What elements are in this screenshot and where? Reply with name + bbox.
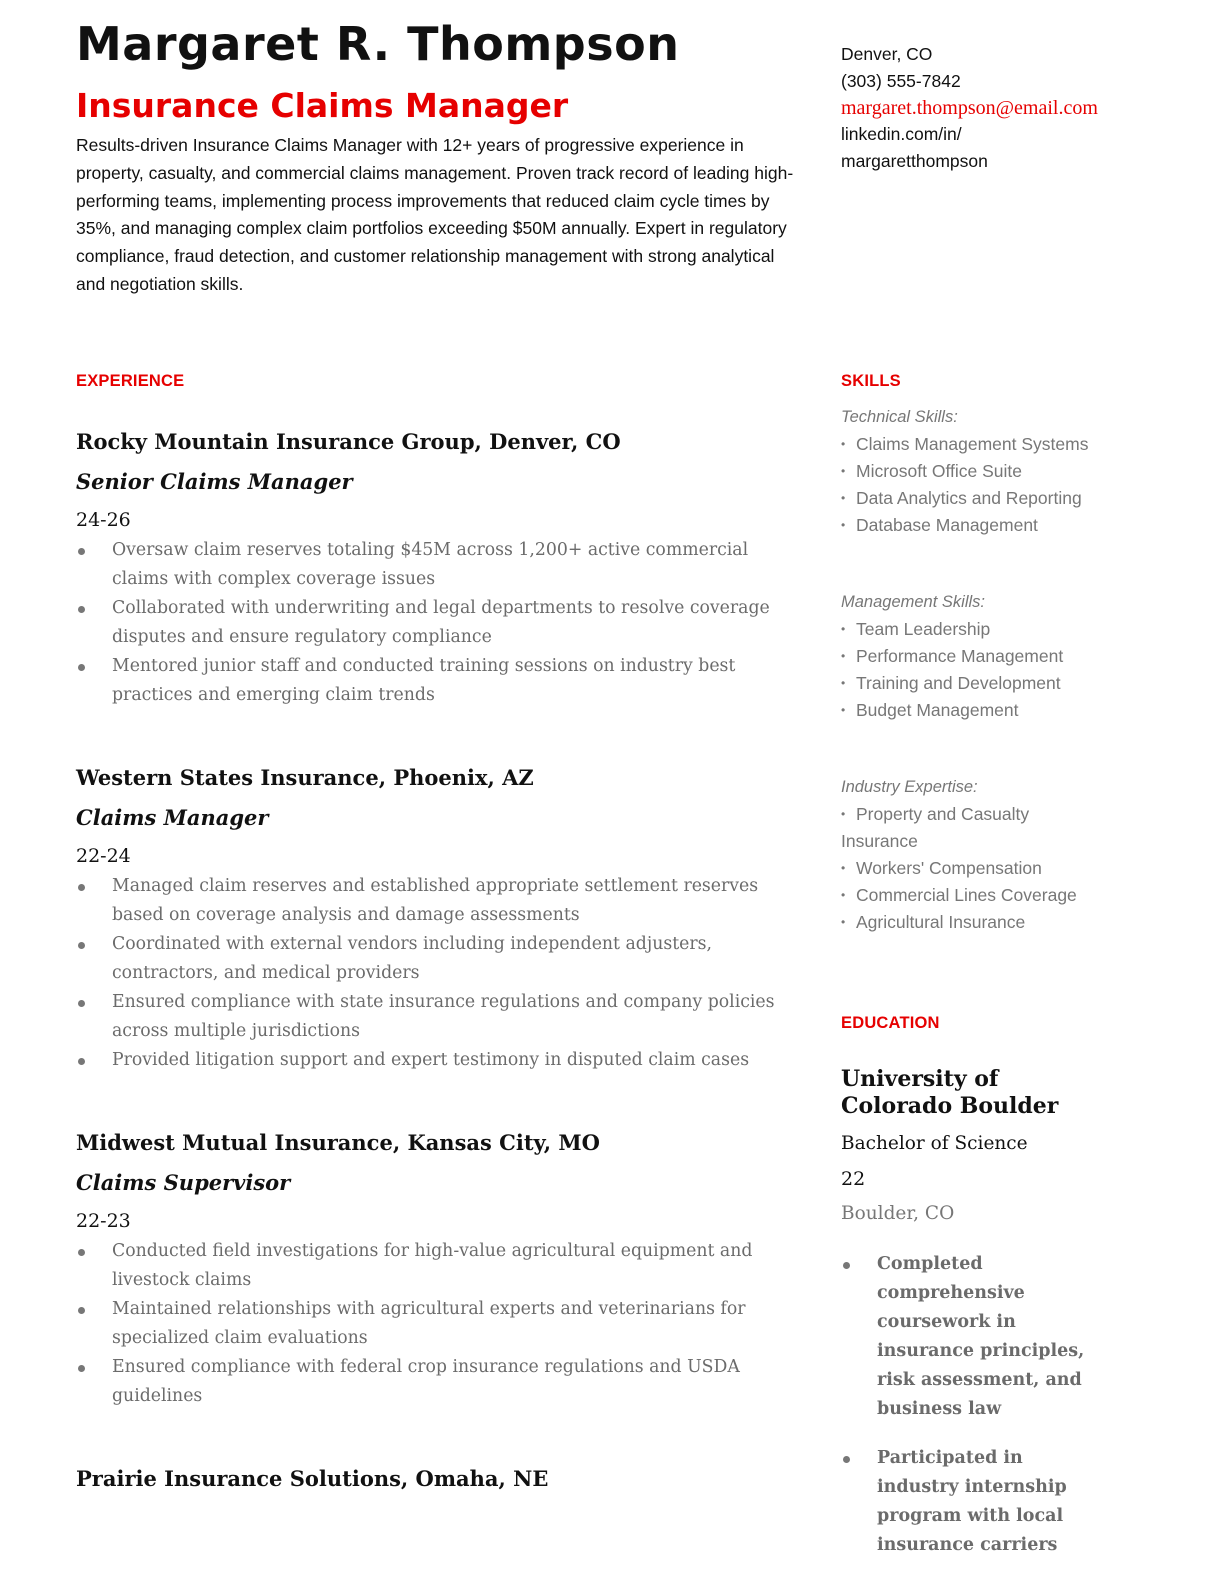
contact-block: [841, 41, 1111, 175]
job-title: Insurance Claims Manager: [76, 86, 569, 125]
skill-item: • Workers' Compensation: [841, 855, 1111, 882]
skill-item: • Budget Management: [841, 697, 1111, 724]
contact-email-link[interactable]: margaret.thompson@email.com: [841, 97, 1098, 119]
job-company: Rocky Mountain Insurance Group, Denver, CO: [76, 429, 621, 454]
job-company: Western States Insurance, Phoenix, AZ: [76, 765, 534, 790]
linkedin-line-2: margaretthompson: [841, 151, 988, 171]
education-heading: EDUCATION: [841, 1014, 940, 1032]
job-role: Senior Claims Manager: [76, 469, 353, 494]
job-company: Midwest Mutual Insurance, Kansas City, MO: [76, 1130, 600, 1155]
job-dates: 22-24: [76, 845, 131, 867]
job-bullet: Ensured compliance with state insurance regulations and company policies across multiple jurisdictions: [76, 988, 786, 1046]
job-bullet: Maintained relationships with agricultural experts and veterinarians for specialized claim evaluations: [76, 1295, 786, 1353]
job-entry: [76, 1125, 786, 1411]
education-bullets: [841, 1250, 1111, 1560]
school-location: Boulder, CO: [841, 1203, 955, 1224]
bullet-dot-icon: [843, 1456, 850, 1463]
skill-category: Management Skills:: [841, 593, 985, 611]
bullet-dot-icon: •: [841, 437, 846, 451]
contact-phone: (303) 555-7842: [841, 71, 961, 91]
skill-category: Industry Expertise:: [841, 778, 978, 796]
bullet-dot-icon: [78, 1307, 85, 1314]
bullet-dot-icon: •: [841, 622, 846, 636]
skill-item: • Property and Casualty Insurance: [841, 801, 1041, 855]
bullet-dot-icon: •: [841, 464, 846, 478]
bullet-dot-icon: [78, 1058, 85, 1065]
bullet-dot-icon: [78, 1000, 85, 1007]
graduation-year: 22: [841, 1168, 866, 1190]
bullet-dot-icon: •: [841, 518, 846, 532]
bullet-dot-icon: •: [841, 861, 846, 875]
job-dates: 24-26: [76, 509, 131, 531]
linkedin-line-1: linkedin.com/in/: [841, 124, 962, 144]
contact-location: Denver, CO: [841, 44, 933, 64]
skill-item: • Training and Development: [841, 670, 1111, 697]
job-bullet: Oversaw claim reserves totaling $45M across 1,200+ active commercial claims with complex coverage issues: [76, 536, 786, 594]
bullet-dot-icon: [78, 1249, 85, 1256]
education-bullet: Participated in industry internship program with local insurance carriers: [841, 1444, 1106, 1560]
skill-item: • Database Management: [841, 512, 1111, 539]
job-bullets: [76, 1237, 786, 1411]
job-company: Prairie Insurance Solutions, Omaha, NE: [76, 1466, 549, 1491]
job-dates: 22-23: [76, 1210, 131, 1232]
job-role: Claims Manager: [76, 805, 269, 830]
job-bullets: [76, 536, 786, 710]
job-bullets: [76, 872, 786, 1075]
education-bullet: Completed comprehensive coursework in insurance principles, risk assessment, and business law: [841, 1250, 1106, 1424]
job-bullet: Ensured compliance with federal crop insurance regulations and USDA guidelines: [76, 1353, 786, 1411]
job-bullet: Managed claim reserves and established appropriate settlement reserves based on coverage analysis and damage assessments: [76, 872, 786, 930]
job-role: Claims Supervisor: [76, 1170, 291, 1195]
school-name: University of Colorado Boulder: [841, 1066, 1059, 1119]
skill-item: • Team Leadership: [841, 616, 1111, 643]
bullet-dot-icon: [78, 1365, 85, 1372]
bullet-dot-icon: •: [841, 888, 846, 902]
bullet-dot-icon: [78, 548, 85, 555]
bullet-dot-icon: •: [841, 915, 846, 929]
skills-section: [841, 404, 1111, 986]
bullet-dot-icon: [78, 664, 85, 671]
skill-item: • Commercial Lines Coverage: [841, 882, 1111, 909]
bullet-dot-icon: •: [841, 676, 846, 690]
skill-item: • Claims Management Systems: [841, 431, 1111, 458]
candidate-name: Margaret R. Thompson: [76, 17, 680, 71]
contact-linkedin-link[interactable]: [841, 121, 1111, 175]
bullet-dot-icon: [78, 942, 85, 949]
experience-section: [76, 424, 786, 1547]
job-entry: [76, 424, 786, 710]
bullet-dot-icon: [78, 606, 85, 613]
bullet-dot-icon: [78, 884, 85, 891]
bullet-dot-icon: •: [841, 703, 846, 717]
job-bullet: Conducted field investigations for high-value agricultural equipment and livestock claims: [76, 1237, 786, 1295]
bullet-dot-icon: [843, 1262, 850, 1269]
bullet-dot-icon: •: [841, 649, 846, 663]
job-entry: [76, 760, 786, 1075]
bullet-dot-icon: •: [841, 491, 846, 505]
skill-item: • Data Analytics and Reporting: [841, 485, 1111, 512]
experience-heading: EXPERIENCE: [76, 372, 185, 390]
bullet-dot-icon: •: [841, 807, 846, 821]
skill-item: • Performance Management: [841, 643, 1111, 670]
skill-item: • Microsoft Office Suite: [841, 458, 1111, 485]
skill-group: [841, 589, 1111, 724]
professional-summary: Results-driven Insurance Claims Manager with 12+ years of progressive experience in property, casualty, and commercial claims management. Proven track record of leading high-performing teams, implementing process improvements that reduced claim cycle times by 35%, and managing complex claim portfolios exceeding $50M annually. Expert in regulatory compliance, fraud detection, and customer relationship management with strong analytical and negotiation skills.: [76, 135, 794, 294]
skill-group: [841, 774, 1111, 936]
job-entry: [76, 1461, 786, 1497]
job-bullet: Collaborated with underwriting and legal departments to resolve coverage disputes and ensure regulatory compliance: [76, 594, 786, 652]
skill-item: • Agricultural Insurance: [841, 909, 1111, 936]
skills-heading: SKILLS: [841, 372, 901, 390]
job-bullet: Coordinated with external vendors including independent adjusters, contractors, and medical providers: [76, 930, 786, 988]
skill-category: Technical Skills:: [841, 408, 958, 426]
skill-group: [841, 404, 1111, 539]
education-section: [841, 1066, 1111, 1580]
degree: Bachelor of Science: [841, 1133, 1028, 1154]
job-bullet: Provided litigation support and expert testimony in disputed claim cases: [76, 1046, 786, 1075]
job-bullet: Mentored junior staff and conducted training sessions on industry best practices and emerging claim trends: [76, 652, 786, 710]
